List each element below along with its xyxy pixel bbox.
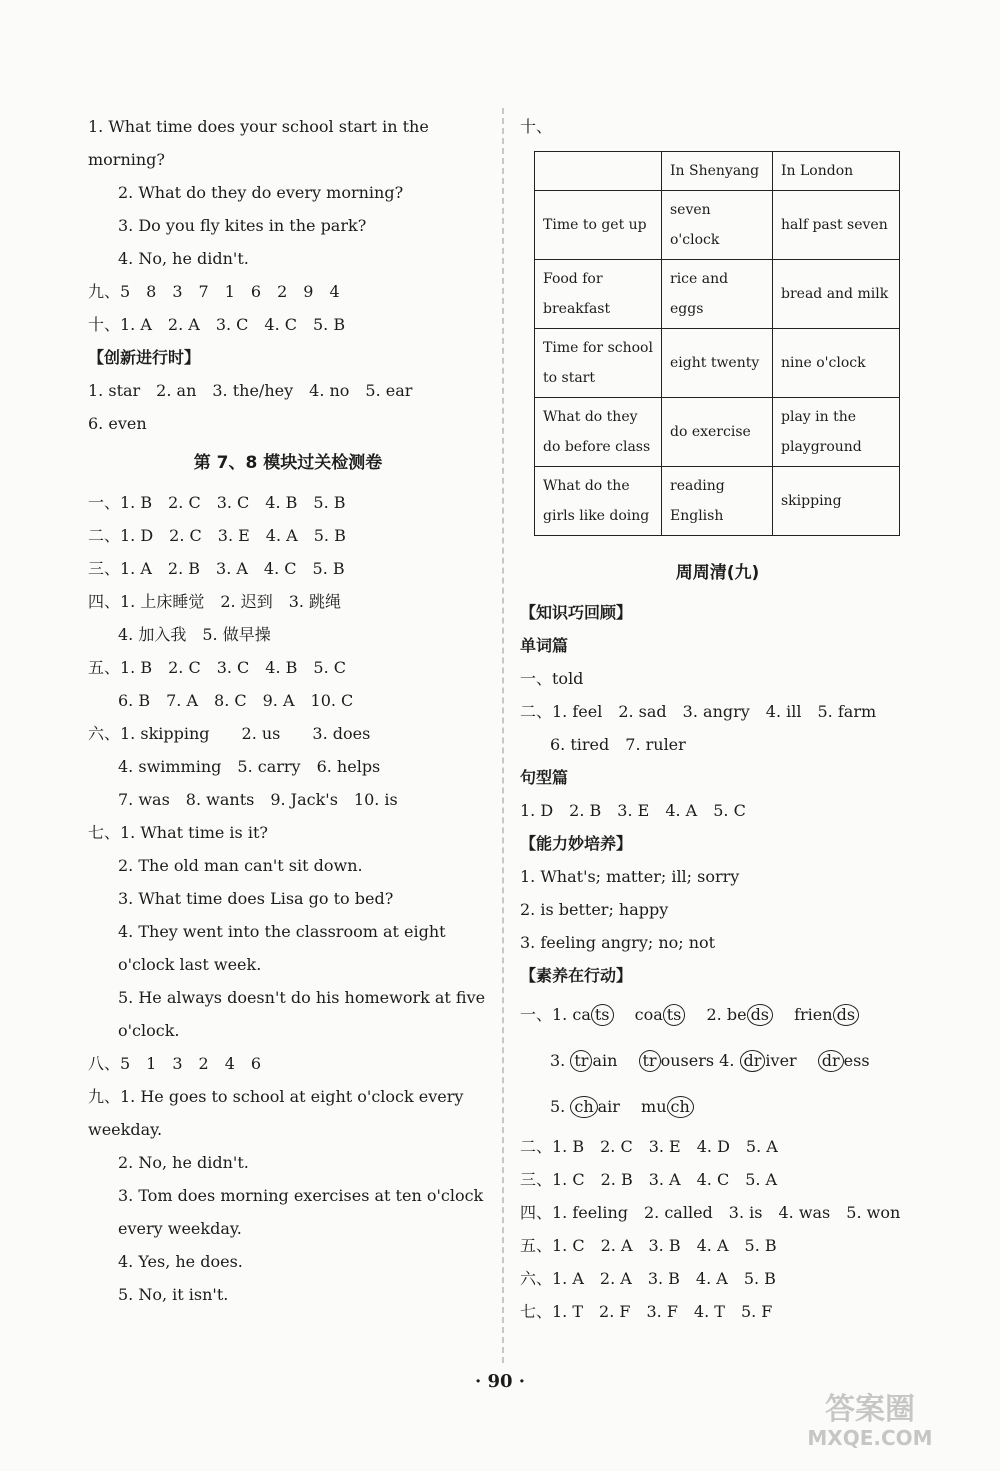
t7-4: 4. They went into the classroom at eight o'clock last week. [118,922,446,974]
q7: 七、1. T 2. F 3. F 4. T 5. F [520,1302,773,1321]
t7-3: 3. What time does Lisa go to bed? [118,889,394,908]
t6a: 六、1. skipping 2. us 3. does [88,724,371,743]
s10-answers: 十、1. A 2. A 3. C 4. C 5. B [88,315,346,334]
weekly-title: 周周清(九) [675,563,760,583]
s8-q4: 4. No, he didn't. [118,249,249,268]
table-cell: Time for school to start [535,329,662,398]
s9-answers: 九、5 8 3 7 1 6 2 9 4 [88,282,340,301]
table-row [535,329,900,398]
t4b: 4. 加入我 5. 做早操 [118,625,271,644]
table-cell: What do the girls like doing [535,467,662,536]
circled-letters: ch [667,1096,694,1118]
s8-q2: 2. What do they do every morning? [118,183,404,202]
words-heading: 单词篇 [520,636,569,655]
review-heading: 【知识巧回顾】 [520,603,633,622]
q6: 六、1. A 2. A 3. B 4. A 5. B [520,1269,776,1288]
watermark-bottom: MXQE.COM [807,1426,933,1450]
t9-3: 3. Tom does morning exercises at ten o'clock every weekday. [118,1186,484,1238]
t2: 二、1. D 2. C 3. E 4. A 5. B [88,526,346,545]
w2a: 二、1. feel 2. sad 3. angry 4. ill 5. farm [520,702,877,721]
ability-heading: 【能力妙培养】 [520,834,633,853]
column-divider [502,108,504,1363]
table-cell: seven o'clock [662,191,773,260]
left-column [88,110,488,1311]
table-cell: rice and eggs [662,260,773,329]
sentence-heading: 句型篇 [520,768,569,787]
t5b: 6. B 7. A 8. C 9. A 10. C [118,691,354,710]
t7-2: 2. The old man can't sit down. [118,856,363,875]
w1: 一、told [520,669,584,688]
t7-5: 5. He always doesn't do his homework at five o'clock. [118,988,486,1040]
circled-letters: ds [833,1004,859,1026]
table-cell: Food for breakfast [535,260,662,329]
circled-letters: ts [663,1004,686,1026]
watermark-logo [770,1381,970,1451]
right-column [520,110,915,1328]
circled-letters: tr [639,1050,661,1072]
innovation-line-2: 6. even [88,414,147,433]
q2: 二、1. B 2. C 3. E 4. D 5. A [520,1137,778,1156]
table-cell: eight twenty [662,329,773,398]
comparison-table [534,151,900,536]
t8: 八、5 1 3 2 4 6 [88,1054,262,1073]
w2b: 6. tired 7. ruler [550,735,686,754]
table-header-row [535,152,900,191]
t9-4: 4. Yes, he does. [118,1252,243,1271]
t6c: 7. was 8. wants 9. Jack's 10. is [118,790,398,809]
a3: 3. feeling angry; no; not [520,933,716,952]
t9-5: 5. No, it isn't. [118,1285,229,1304]
s8-q1: 1. What time does your school start in the morning? [88,117,429,169]
t5a: 五、1. B 2. C 3. C 4. B 5. C [88,658,347,677]
circled-letters: ch [570,1096,597,1118]
q3: 三、1. C 2. B 3. A 4. C 5. A [520,1170,778,1189]
circled-letters: ds [747,1004,773,1026]
quality-heading: 【素养在行动】 [520,966,633,985]
table-row [535,191,900,260]
table-cell: bread and milk [773,260,900,329]
table-cell: In London [773,152,900,191]
page-number: · 90 · [474,1371,526,1392]
t4a: 四、1. 上床睡觉 2. 迟到 3. 跳绳 [88,592,342,611]
a1: 1. What's; matter; ill; sorry [520,867,740,886]
circled-letters: dr [740,1050,766,1072]
q1c-line: 5. ch air mu ch [520,1084,915,1130]
t9-2: 2. No, he didn't. [118,1153,249,1172]
t9-1: 九、1. He goes to school at eight o'clock every weekday. [88,1087,464,1139]
test-title: 第 7、8 模块过关检测卷 [193,453,383,473]
table-cell: play in the playground [773,398,900,467]
table-row [535,260,900,329]
t3: 三、1. A 2. B 3. A 4. C 5. B [88,559,345,578]
t7-1: 七、1. What time is it? [88,823,268,842]
table-cell: Time to get up [535,191,662,260]
a2: 2. is better; happy [520,900,669,919]
s10-label: 十、 [520,117,553,136]
innovation-line-1: 1. star 2. an 3. the/hey 4. no 5. ear [88,381,413,400]
table-row [535,467,900,536]
watermark-top: 答案圈 [825,1392,915,1427]
table-cell: skipping [773,467,900,536]
s8-q3: 3. Do you fly kites in the park? [118,216,367,235]
table-cell: reading English [662,467,773,536]
t6b: 4. swimming 5. carry 6. helps [118,757,381,776]
q5: 五、1. C 2. A 3. B 4. A 5. B [520,1236,777,1255]
q4: 四、1. feeling 2. called 3. is 4. was 5. won [520,1203,901,1222]
table-row [535,398,900,467]
innovation-heading: 【创新进行时】 [88,348,201,367]
circled-letters: ts [591,1004,614,1026]
table-cell: nine o'clock [773,329,900,398]
table-cell: What do they do before class [535,398,662,467]
q1-line: 一、1. ca ts coa ts 2. be ds frien ds [520,992,915,1038]
table-cell: In Shenyang [662,152,773,191]
table-cell [535,152,662,191]
circled-letters: tr [570,1050,592,1072]
q1b-line: 3. tr ain tr ousers 4. dr iver dr ess [550,1051,870,1070]
table-cell: half past seven [773,191,900,260]
t1: 一、1. B 2. C 3. C 4. B 5. B [88,493,346,512]
sentence-answers: 1. D 2. B 3. E 4. A 5. C [520,801,746,820]
table-cell: do exercise [662,398,773,467]
circled-letters: dr [818,1050,844,1072]
